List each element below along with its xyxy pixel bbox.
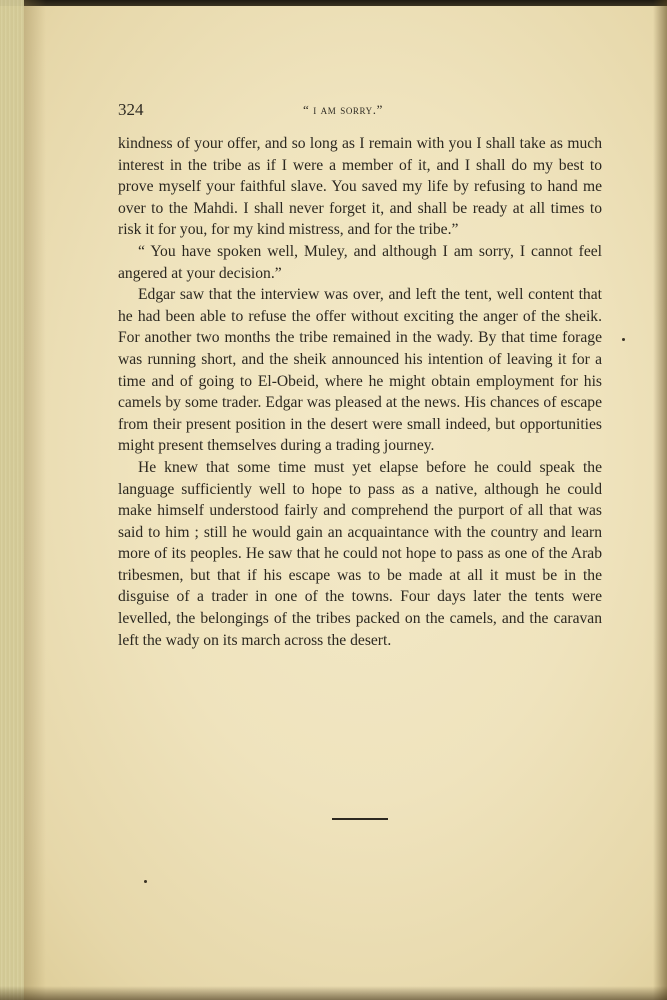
gutter-shadow <box>24 0 46 1000</box>
page-top-edge <box>0 0 667 6</box>
chapter-end-rule <box>332 818 388 820</box>
running-title: “ i am sorry.” <box>303 102 383 117</box>
page-bottom-edge <box>0 986 667 1000</box>
body-text <box>118 133 602 651</box>
page-number: 324 <box>118 100 144 119</box>
paper-speck <box>144 880 147 883</box>
paragraph: kindness of your offer, and so long as I remain with you I shall take as much interest in the tribe as if I were a member of it, and I shall do my best to prove myself your faithful slave. You saved my life by refusing to hand me over to the Mahdi. I shall never forget it, and shall be ready at all times to risk it for you, for my kind mistress, and for the tribe.” <box>118 135 602 239</box>
paragraph: Edgar saw that the interview was over, and left the tent, well content that he had been able to refuse the offer without exciting the anger of the sheik. For another two months the tribe remained in the wady. By that time forage was running short, and the sheik announced his intention of leaving it for a time and of going to El-Obeid, where he might obtain employment for his camels by some trader. Edgar was pleased at the news. His chances of escape from their present position in the desert were small indeed, but opportunities might present themselves during a trading journey. <box>118 286 602 455</box>
paragraph: He knew that some time must yet elapse before he could speak the language sufficiently well to hope to pass as a native, although he could make himself understood fairly and comprehend the purport of all that was said to him ; still he would gain an acquaintance with the country and learn more of its peoples. He saw that he could not hope to pass as one of the Arab tribesmen, but that if his escape was to be made at all it must be in the disguise of a trader in one of the towns. Four days later the tents were levelled, the belongings of the tribes packed on the camels, and the caravan left the wady on its march across the desert. <box>118 458 602 649</box>
paper-speck <box>622 338 625 341</box>
book-binding-edge <box>0 0 24 1000</box>
paragraph: “ You have spoken well, Muley, and although I am sorry, I cannot feel angered at your decision.” <box>118 242 602 282</box>
page-header <box>118 100 602 122</box>
page-right-edge <box>653 0 667 1000</box>
